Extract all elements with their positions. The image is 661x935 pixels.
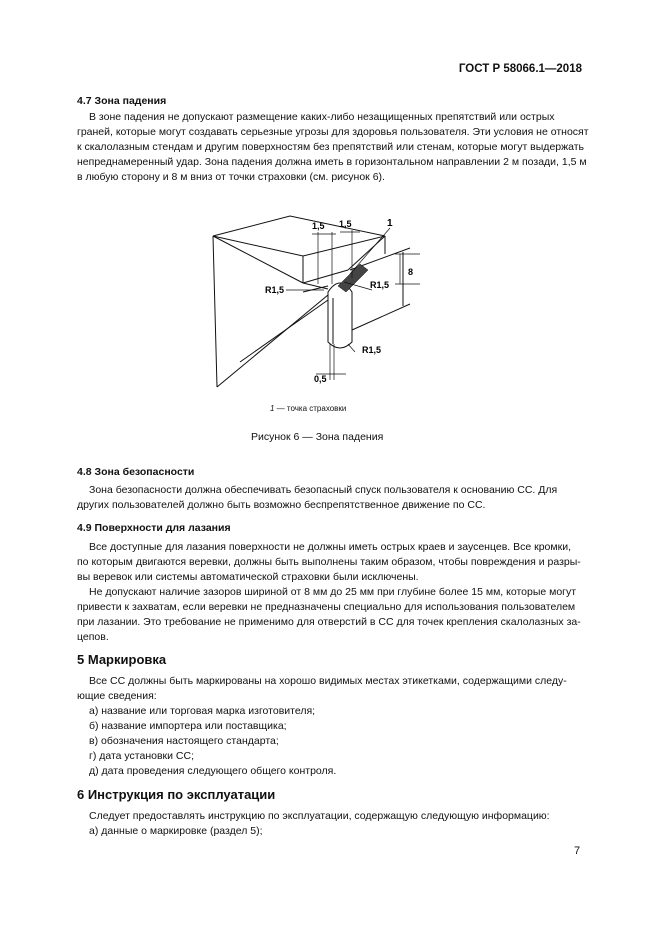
dim-0-5: 0,5 [314, 374, 327, 384]
radius-bottom: R1,5 [362, 345, 382, 355]
list-item: д) дата проведения следующего общего контроля. [89, 765, 337, 777]
fall-zone-figure [200, 212, 430, 392]
page-number: 7 [574, 845, 581, 857]
text-line: вы веревок или системы автоматической страховки были исключены. [77, 571, 419, 583]
text-line: В зоне падения не допускают размещение каких-либо незащищенных препятствий или острых [89, 111, 555, 123]
section-6-heading: 6 Инструкция по эксплуатации [77, 787, 276, 802]
list-item: а) данные о маркировке (раздел 5); [89, 825, 263, 837]
dim-top-right: 1,5 [339, 219, 352, 229]
list-item: а) название или торговая марка изготовителя; [89, 705, 316, 717]
text-line: Все СС должны быть маркированы на хорошо видимых местах этикетками, содержащими следу- [89, 675, 567, 687]
list-item: б) название импортера или поставщика; [89, 720, 287, 732]
radius-right: R1,5 [370, 280, 390, 290]
section-6-text [77, 809, 584, 839]
text-line: граней, которые могут создавать серьезные угрозы для здоровья пользователя. Эти условия не относят [77, 126, 589, 138]
text-line: при лазании. Это требование не применимо для отверстий в СС для точек крепления скалолазных за- [77, 616, 581, 628]
section-4-9-heading: 4.9 Поверхности для лазания [77, 522, 231, 534]
text-line: к скалолазным стендам и другим поверхностям без препятствий или стенам, которые могут выдержать [77, 141, 585, 153]
text-line: Не допускают наличие зазоров шириной от 8 мм до 25 мм при глубине более 15 мм, которые могут [89, 586, 577, 598]
text-line: привести к захватам, если веревки не предназначены специально для использования пользователем [77, 601, 576, 613]
radius-left: R1,5 [265, 285, 285, 295]
section-4-9-text-1 [77, 540, 584, 585]
figure-caption: Рисунок 6 — Зона падения [251, 431, 384, 443]
section-5-text [77, 674, 584, 779]
text-line: Зона безопасности должна обеспечивать безопасный спуск пользователя к основанию СС. Для [89, 484, 558, 496]
text-line: в любую сторону и 8 м вниз от точки страховки (см. рисунок 6). [77, 171, 385, 183]
legend-number: 1 [270, 404, 275, 413]
section-4-8-text [77, 483, 584, 513]
section-4-9-text-2 [77, 585, 584, 645]
section-5-heading: 5 Маркировка [77, 652, 167, 667]
text-line: по которым двигаются веревки, должны быть выполнены таким образом, чтобы повреждения и разры- [77, 556, 581, 568]
figure-legend [270, 404, 346, 413]
standard-header: ГОСТ Р 58066.1—2018 [458, 63, 582, 75]
text-line: цепов. [77, 631, 109, 643]
text-line: других пользователей должно быть возможно беспрепятственное движение по СС. [77, 499, 486, 511]
text-line: Все доступные для лазания поверхности не должны иметь острых краев и заусенцев. Все кромки, [89, 541, 571, 553]
callout-1: 1 [387, 218, 393, 229]
text-line: ющие сведения: [77, 690, 157, 702]
section-4-8-heading: 4.8 Зона безопасности [77, 466, 195, 478]
list-item: в) обозначения настоящего стандарта; [89, 735, 279, 747]
section-4-7-text [77, 110, 589, 185]
text-line: Следует предоставлять инструкцию по эксплуатации, содержащую следующую информацию: [89, 810, 550, 822]
dim-top-left: 1,5 [312, 221, 325, 231]
legend-text: — точка страховки [274, 404, 347, 413]
list-item: г) дата установки СС; [89, 750, 195, 762]
text-line: непреднамеренный удар. Зона падения должна иметь в горизонтальном направлении 2 м позади, 1,5 м [77, 156, 587, 168]
section-4-7-heading: 4.7 Зона падения [77, 95, 167, 107]
dim-8: 8 [408, 267, 414, 277]
